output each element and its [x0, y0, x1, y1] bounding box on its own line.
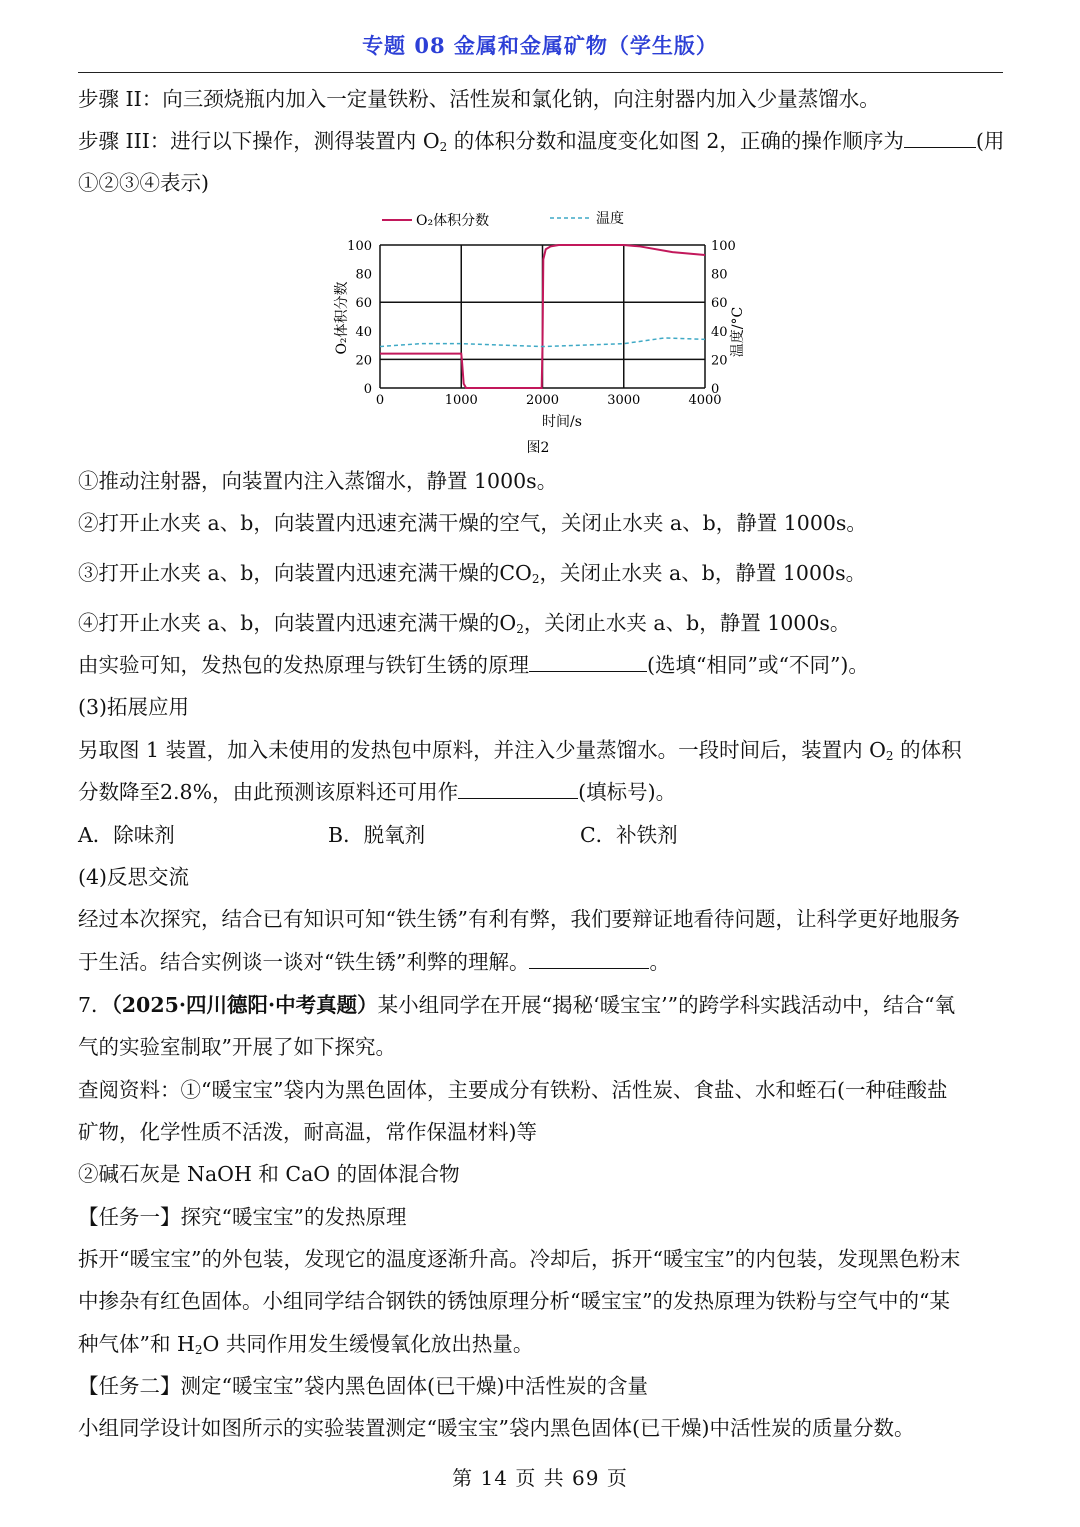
legend-temp-label: 温度 — [596, 211, 624, 227]
info-line-2: 矿物，化学性质不活泼，耐高温，常作保温材料)等 — [78, 1120, 537, 1144]
option-3-suffix: ，关闭止水夹 a、b，静置 1000s。 — [539, 561, 867, 585]
info-line-1: 查阅资料：①“暖宝宝”袋内为黑色固体，主要成分有铁粉、活性炭、食盐、水和蛭石(一种硅酸盐 — [78, 1078, 948, 1102]
task-1-l3-subscript: 2 — [194, 1343, 203, 1357]
x-tick-label: 3000 — [607, 393, 641, 408]
x-tick-label: 2000 — [525, 393, 560, 408]
y-left-tick-label: 100 — [347, 239, 372, 254]
option-4-prefix: ④打开止水夹 a、b，向装置内迅速充满干燥的 — [78, 611, 500, 635]
conclusion-line — [78, 652, 869, 678]
y-right-tick-label: 40 — [711, 324, 728, 340]
y-right-tick-label: 0 — [711, 382, 720, 397]
section-3-l1-suffix: 的体积 — [893, 738, 962, 762]
task-2-line-1: 小组同学设计如图所示的实验装置测定“暖宝宝”袋内黑色固体(已干燥)中活性炭的质量分数。 — [78, 1416, 915, 1440]
answer-blank-order[interactable] — [904, 129, 976, 148]
chart-svg — [320, 202, 760, 462]
section-3-title: (3)拓展应用 — [78, 695, 190, 719]
step-3-middle: 的体积分数和温度变化如图 2，正确的操作顺序为 — [447, 129, 904, 153]
y-left-tick-label: 80 — [355, 267, 372, 283]
section-3-l2-prefix: 分数降至2.8%，由此预测该原料还可用作 — [78, 780, 459, 804]
section-3-l1-subscript: 2 — [885, 749, 894, 763]
question-7-line-2: 气的实验室制取”开展了如下探究。 — [78, 1035, 396, 1059]
question-7-source: （2025·四川德阳·中考真题） — [111, 993, 378, 1017]
y-left-tick-label: 0 — [363, 382, 372, 397]
question-7-l1: 某小组同学在开展“揭秘‘暖宝宝’”的跨学科实践活动中，结合“氧 — [377, 993, 956, 1017]
x-tick-label: 0 — [375, 393, 385, 408]
header-divider — [78, 72, 1003, 73]
y-right-tick-label: 100 — [711, 239, 736, 254]
answer-blank-rust-view[interactable] — [529, 950, 649, 969]
info-line-3: ②碱石灰是 NaOH 和 CaO 的固体混合物 — [78, 1162, 460, 1186]
option-2: ②打开止水夹 a、b，向装置内迅速充满干燥的空气，关闭止水夹 a、b，静置 1000s。 — [78, 511, 867, 535]
step-3-line-2: ①②③④表示) — [78, 171, 209, 195]
x-axis-label: 时间/s — [542, 414, 582, 430]
y-left-tick-label: 60 — [355, 296, 372, 312]
question-7-line-1 — [78, 992, 955, 1018]
option-3-subscript: 2 — [531, 572, 540, 586]
task-1-line-1: 拆开“暖宝宝”的外包装，发现它的温度逐渐升高。冷却后，拆开“暖宝宝”的内包装，发现黑色粉末 — [78, 1247, 961, 1271]
y-left-tick-label: 40 — [355, 324, 372, 340]
option-4 — [78, 610, 850, 642]
x-tick-label: 4000 — [688, 393, 722, 408]
step-3-prefix: 步骤 III：进行以下操作，测得装置内 O — [78, 129, 440, 153]
step-3-subscript: 2 — [439, 140, 448, 154]
figure-caption: 图2 — [526, 440, 550, 456]
answer-blank-same-different[interactable] — [529, 653, 647, 672]
section-4-l2-prefix: 于生活。结合实例谈一谈对“铁生锈”利弊的理解。 — [78, 950, 530, 974]
step-2-text: 步骤 II：向三颈烧瓶内加入一定量铁粉、活性炭和氯化钠，向注射器内加入少量蒸馏水。 — [78, 87, 880, 111]
section-4-l2-suffix: 。 — [649, 950, 670, 974]
task-1-l3-prefix: 种气体”和 H — [78, 1332, 195, 1356]
answer-blank-usage[interactable] — [458, 780, 578, 799]
conclusion-suffix: (选填“相同”或“不同”)。 — [647, 653, 869, 677]
option-1: ①推动注射器，向装置内注入蒸馏水，静置 1000s。 — [78, 469, 558, 493]
task-1-line-3 — [78, 1331, 533, 1363]
y-left-tick-label: 20 — [355, 353, 372, 369]
series-o2-line — [380, 245, 705, 388]
option-3-chem: CO — [499, 561, 532, 585]
y-axis-left-label: O₂体积分数 — [334, 281, 350, 355]
y-right-tick-label: 60 — [711, 296, 728, 312]
figure-2-chart — [320, 202, 760, 462]
conclusion-prefix: 由实验可知，发热包的发热原理与铁钉生锈的原理 — [78, 653, 529, 677]
task-1-line-2: 中掺杂有红色固体。小组同学结合钢铁的锈蚀原理分析“暖宝宝”的发热原理为铁粉与空气中的“某 — [78, 1289, 950, 1313]
option-4-subscript: 2 — [516, 622, 524, 636]
step-3-suffix: (用 — [975, 129, 1005, 153]
task-2-title: 【任务二】测定“暖宝宝”袋内黑色固体(已干燥)中活性炭的含量 — [78, 1374, 648, 1398]
y-axis-right-label: 温度/°C — [730, 306, 746, 358]
page-header-title: 专题 08 金属和金属矿物（学生版） — [362, 33, 718, 58]
section-4-title: (4)反思交流 — [78, 865, 190, 889]
x-tick-label: 1000 — [444, 393, 478, 408]
option-3-prefix: ③打开止水夹 a、b，向装置内迅速充满干燥的 — [78, 561, 500, 585]
section-3-l2-suffix: (填标号)。 — [578, 780, 677, 804]
page-footer: 第 14 页 共 69 页 — [452, 1466, 628, 1490]
y-right-tick-label: 20 — [711, 353, 728, 369]
option-4-chem: O — [499, 611, 517, 635]
chart-series — [380, 245, 705, 388]
section-4-line-1: 经过本次探究，结合已有知识可知“铁生锈”有利有弊，我们要辩证地看待问题，让科学更好地服务 — [78, 907, 960, 931]
section-3-line-2 — [78, 779, 676, 805]
task-1-l3-suffix: O 共同作用发生缓慢氧化放出热量。 — [202, 1332, 534, 1356]
choice-a[interactable]: A．除味剂 — [78, 823, 175, 847]
choice-b[interactable]: B．脱氧剂 — [328, 823, 426, 847]
choice-c[interactable]: C．补铁剂 — [580, 823, 678, 847]
y-right-tick-label: 80 — [711, 267, 728, 283]
question-7-number: 7． — [78, 993, 112, 1017]
section-3-line-1 — [78, 737, 962, 769]
section-4-line-2 — [78, 949, 670, 975]
option-3 — [78, 560, 866, 592]
x-axis-ticks — [376, 393, 722, 408]
chart-legend — [382, 210, 624, 229]
section-3-l1-prefix: 另取图 1 装置，加入未使用的发热包中原料，并注入少量蒸馏水。一段时间后，装置内 O — [78, 738, 886, 762]
task-1-title: 【任务一】探究“暖宝宝”的发热原理 — [78, 1205, 407, 1229]
option-4-suffix: ，关闭止水夹 a、b，静置 1000s。 — [523, 611, 851, 635]
legend-o2-label: O₂体积分数 — [416, 213, 490, 229]
y-axis-left-ticks — [347, 239, 372, 397]
step-3-line-1 — [78, 128, 1004, 160]
